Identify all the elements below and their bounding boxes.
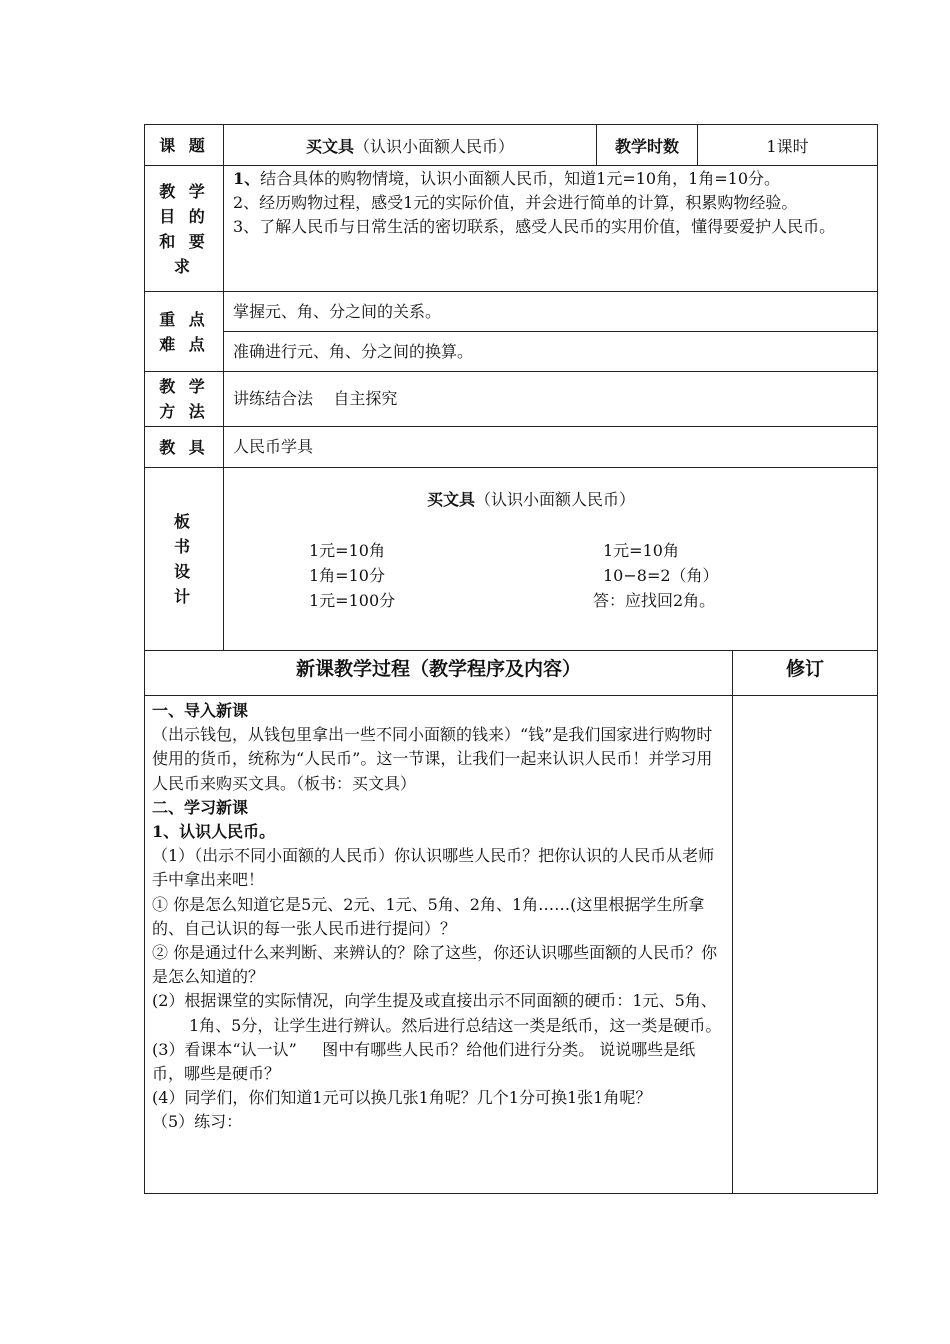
objective-2: 2、经历购物过程，感受1元的实际价值，并会进行简单的计算，积累购物经验。 <box>233 193 798 212</box>
objectives-label-cell <box>145 166 224 292</box>
objectives-label-line: 和 要 <box>159 231 209 251</box>
revise-column <box>733 696 878 1194</box>
lesson-title-cell <box>224 125 597 166</box>
board-right-line: 1元=10角 <box>603 541 679 560</box>
board-left-line: 1元=10角 <box>309 541 385 560</box>
board-design <box>224 468 878 651</box>
section-2-title: 二、学习新课 <box>152 797 249 817</box>
step-4: (4）同学们，你们知道1元可以换几张1角呢？几个1分可换1张1角呢？ <box>152 1088 652 1108</box>
process-content <box>145 696 733 1194</box>
keypoints-label-line: 重 点 <box>159 309 209 329</box>
method-label-line: 教 学 <box>159 377 209 396</box>
hours-value: 1课时 <box>766 136 809 156</box>
objective-1-text: 结合具体的购物情境，认识小面额人民币，知道1元=10角，1角=10分。 <box>260 169 781 188</box>
lesson-info-table <box>144 124 878 651</box>
section-2-subtitle: 1、认识人民币。 <box>152 822 276 842</box>
board-title-rest: （认识小面额人民币） <box>475 490 636 509</box>
board-label-cell <box>145 468 224 651</box>
process-header: 新课教学过程（教学程序及内容） <box>145 651 733 696</box>
method-text: 讲练结合法 自主探究 <box>224 372 878 427</box>
step-5: （5）练习： <box>152 1112 243 1132</box>
hours-label: 教学时数 <box>614 136 679 156</box>
method-label-line: 方 法 <box>159 402 209 421</box>
step-1-question-b: ② 你是通过什么来判断、来辨认的？除了这些，你还认识哪些面额的人民币？你是怎么知道的？ <box>152 943 718 987</box>
tools-label-cell <box>145 427 224 468</box>
section-1-title: 一、导入新课 <box>152 701 249 720</box>
board-left-line: 1角=10分 <box>309 566 385 585</box>
keypoints-label-line: 难 点 <box>159 334 209 354</box>
board-title <box>427 488 635 512</box>
lesson-title-bold: 买文具 <box>305 136 354 156</box>
objective-1-number: 1、 <box>233 169 261 188</box>
title-label-cell <box>145 125 224 166</box>
board-right-line: 10−8=2（角） <box>603 566 719 585</box>
objectives-label-line: 目 的 <box>159 206 209 226</box>
board-label-line: 计 <box>173 587 194 606</box>
objective-3: 3、了解人民币与日常生活的密切联系，感受人民币的实用价值，懂得要爱护人民币。 <box>233 217 836 236</box>
objectives-content <box>224 166 878 292</box>
process-table <box>144 650 878 1194</box>
key-point: 掌握元、角、分之间的关系。 <box>224 292 878 332</box>
tools-text: 人民币学具 <box>224 427 878 468</box>
step-1-question-a: ① 你是怎么知道它是5元、2元、1元、5角、2角、1角……(这里根据学生所拿的、自己认识的每一张人民币进行提问）？ <box>152 894 705 938</box>
hours-value-cell <box>698 125 878 166</box>
revise-header: 修订 <box>733 651 878 696</box>
board-label-line: 设 <box>173 562 194 581</box>
title-label: 课 题 <box>159 135 209 155</box>
step-1: （1）（出示不同小面额的人民币）你认识哪些人民币？把你认识的人民币从老师手中拿出来吧！ <box>152 846 715 890</box>
keypoints-label-cell <box>145 292 224 372</box>
difficulty-point: 准确进行元、角、分之间的换算。 <box>224 332 878 372</box>
step-2: (2）根据课堂的实际情况，向学生提及或直接出示不同面额的硬币：1元、5角、1角、5分，让学生进行辨认。然后进行总结这一类是纸币，这一类是硬币。 <box>152 991 722 1035</box>
objectives-label-line: 求 <box>173 256 194 276</box>
method-label-cell <box>145 372 224 427</box>
objectives-label-line: 教 学 <box>159 181 209 201</box>
hours-label-cell <box>597 125 698 166</box>
board-left-line: 1元=100分 <box>309 591 396 610</box>
lesson-title-rest: （认识小面额人民币） <box>354 136 515 156</box>
board-label-line: 板 <box>173 512 194 531</box>
board-right-line: 答：应找回2角。 <box>593 591 716 610</box>
board-title-bold: 买文具 <box>427 490 476 509</box>
section-1-text: （出示钱包，从钱包里拿出一些不同小面额的钱来）“钱”是我们国家进行购物时使用的货币，统称为“人民币”。这一节课，让我们一起来认识人民币！并学习用人民币来购买文具。（板书：买文具） <box>152 725 713 793</box>
tools-label: 教 具 <box>159 437 209 457</box>
objective-1 <box>233 167 871 191</box>
board-label-line: 书 <box>173 537 194 556</box>
step-3: (3）看课本“认一认” 图中有哪些人民币？给他们进行分类。 说说哪些是纸币，哪些是硬币？ <box>152 1039 696 1084</box>
